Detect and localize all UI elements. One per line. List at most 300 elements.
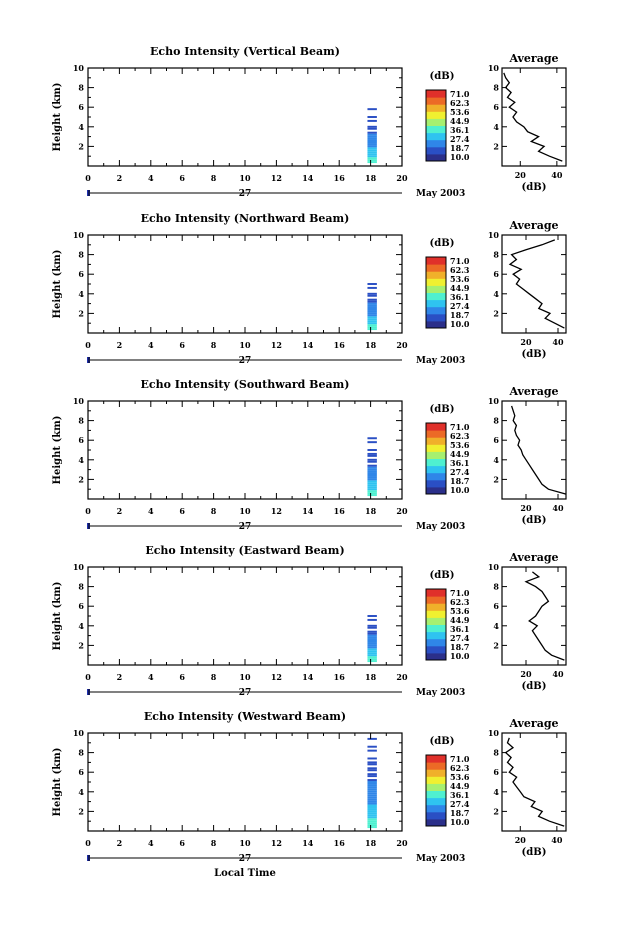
avg-y-tick-label: 8 <box>493 249 499 260</box>
heatmap-cell <box>367 142 376 144</box>
heatmap-cell <box>367 656 376 658</box>
colorbar-swatch <box>426 257 446 265</box>
average-title: Average <box>509 52 559 65</box>
average-title: Average <box>509 385 559 398</box>
avg-y-tick-label: 10 <box>487 728 499 738</box>
heatmap-cell <box>367 128 376 130</box>
avg-y-tick-label: 2 <box>493 640 499 651</box>
heatmap-cell <box>367 801 376 803</box>
heatmap-cell <box>367 476 376 478</box>
date-label: 27 <box>238 356 252 366</box>
heatmap-cell <box>367 787 376 789</box>
date-label: 27 <box>238 189 252 199</box>
heatmap-cell <box>367 161 376 163</box>
month-label: May 2003 <box>416 688 466 698</box>
heatmap-cell <box>367 639 376 641</box>
x-tick-label: 6 <box>179 672 185 682</box>
heatmap-cell <box>367 488 376 490</box>
y-tick-label: 10 <box>72 562 84 572</box>
heatmap-cell <box>367 151 376 153</box>
heatmap-cell <box>367 808 376 810</box>
heatmap-cell <box>367 486 376 488</box>
panel-0 <box>52 45 566 199</box>
heatmap-cell <box>367 654 376 656</box>
heatmap-cell <box>367 295 376 297</box>
heatmap-cell <box>367 767 376 769</box>
avg-y-tick-label: 4 <box>493 288 499 299</box>
colorbar-swatch <box>426 293 446 301</box>
panel-1 <box>52 212 566 366</box>
colorbar-swatch <box>426 653 446 661</box>
avg-x-tick-label: 40 <box>552 337 564 347</box>
colorbar-label: 71.0 <box>450 754 470 764</box>
average-title: Average <box>509 551 559 564</box>
month-label: May 2003 <box>416 522 466 532</box>
heatmap-cell <box>367 455 376 457</box>
x-tick-label: 6 <box>179 340 185 350</box>
heatmap-cell <box>367 138 376 140</box>
x-tick-label: 12 <box>270 672 282 682</box>
colorbar-swatch <box>426 480 446 488</box>
heatmap-cell <box>367 437 376 439</box>
colorbar-label: 71.0 <box>450 588 470 598</box>
colorbar-label: 27.4 <box>450 301 470 311</box>
heatmap-cell <box>367 660 376 662</box>
y-tick-label: 10 <box>72 63 84 73</box>
colorbar-swatch <box>426 140 446 148</box>
y-tick-label: 6 <box>78 767 84 778</box>
colorbar-label: 53.6 <box>450 440 470 450</box>
avg-x-tick-label: 40 <box>551 170 563 180</box>
heatmap-cell <box>367 159 376 161</box>
colorbar-swatch <box>426 805 446 813</box>
panel-2 <box>52 378 566 532</box>
avg-x-tick-label: 20 <box>514 835 526 845</box>
avg-y-tick-label: 6 <box>493 767 499 778</box>
colorbar-label: 44.9 <box>450 615 470 625</box>
heatmap-cell <box>367 473 376 475</box>
colorbar-swatch <box>426 126 446 134</box>
avg-y-tick-label: 4 <box>493 454 499 465</box>
panel-title: Echo Intensity (Northward Beam) <box>140 212 350 225</box>
average-frame <box>502 401 566 499</box>
average-frame <box>502 733 566 831</box>
heatmap-cell <box>367 773 376 775</box>
avg-y-tick-label: 8 <box>493 581 499 592</box>
colorbar-label: 36.1 <box>450 125 470 135</box>
month-label: May 2003 <box>416 189 466 199</box>
x-tick-label: 20 <box>396 173 408 183</box>
x-tick-label: 20 <box>396 340 408 350</box>
heatmap-cell <box>367 467 376 469</box>
heatmap-cell <box>367 652 376 654</box>
heatmap-cell <box>367 820 376 822</box>
avg-y-tick-label: 8 <box>493 82 499 93</box>
heatmap-cell <box>367 648 376 650</box>
y-tick-label: 4 <box>78 121 84 132</box>
y-tick-label: 10 <box>72 230 84 240</box>
plot-frame <box>88 68 402 166</box>
heatmap-cell <box>367 303 376 305</box>
heatmap-cell <box>367 807 376 809</box>
x-tick-label: 12 <box>270 173 282 183</box>
avg-y-tick-label: 10 <box>487 63 499 73</box>
y-tick-label: 6 <box>78 601 84 612</box>
colorbar-label: 18.7 <box>450 476 470 486</box>
x-tick-label: 8 <box>210 672 217 682</box>
heatmap-cell <box>367 453 376 455</box>
x-tick-label: 20 <box>396 838 408 848</box>
x-tick-label: 18 <box>365 672 377 682</box>
average-title: Average <box>509 219 559 232</box>
colorbar-label: 71.0 <box>450 422 470 432</box>
heatmap-cell <box>367 803 376 805</box>
x-tick-label: 4 <box>148 506 154 516</box>
average-xlabel: (dB) <box>521 182 547 193</box>
y-tick-label: 10 <box>72 396 84 406</box>
heatmap-cell <box>367 791 376 793</box>
heatmap-cell <box>367 132 376 134</box>
y-tick-label: 8 <box>78 249 84 260</box>
heatmap-cell <box>367 312 376 314</box>
avg-x-tick-label: 40 <box>551 835 563 845</box>
avg-x-tick-label: 20 <box>514 170 526 180</box>
colorbar-label: 18.7 <box>450 310 470 320</box>
colorbar-swatch <box>426 444 446 452</box>
heatmap-cell <box>367 641 376 643</box>
heatmap-cell <box>367 769 376 771</box>
x-tick-label: 0 <box>85 672 91 682</box>
panel-title: Echo Intensity (Westward Beam) <box>143 710 347 723</box>
heatmap-cell <box>367 126 376 128</box>
x-tick-label: 12 <box>270 340 282 350</box>
x-tick-label: 8 <box>210 838 217 848</box>
heatmap-cell <box>367 461 376 463</box>
heatmap-cell <box>367 637 376 639</box>
colorbar-swatch <box>426 90 446 98</box>
colorbar-unit: (dB) <box>429 71 455 82</box>
heatmap-cell <box>367 812 376 814</box>
colorbar-swatch <box>426 762 446 770</box>
x-tick-label: 8 <box>210 173 217 183</box>
colorbar-swatch <box>426 285 446 293</box>
avg-y-tick-label: 4 <box>493 121 499 132</box>
heatmap-cell <box>367 322 376 324</box>
x-tick-label: 0 <box>85 838 91 848</box>
colorbar-label: 53.6 <box>450 606 470 616</box>
heatmap-cell <box>367 627 376 629</box>
average-xlabel: (dB) <box>521 681 547 692</box>
colorbar-swatch <box>426 632 446 640</box>
avg-y-tick-label: 2 <box>493 141 499 152</box>
colorbar-label: 36.1 <box>450 292 470 302</box>
x-tick-label: 0 <box>85 173 91 183</box>
heatmap-cell <box>367 814 376 816</box>
y-tick-label: 8 <box>78 415 84 426</box>
colorbar-swatch <box>426 133 446 141</box>
heatmap-cell <box>367 775 376 777</box>
colorbar-swatch <box>426 271 446 279</box>
heatmap-cell <box>367 283 376 285</box>
heatmap-cell <box>367 449 376 451</box>
colorbar-label: 62.3 <box>450 431 470 441</box>
heatmap-cell <box>367 619 376 621</box>
heatmap-cell <box>367 494 376 496</box>
heatmap-cell <box>367 797 376 799</box>
heatmap-cell <box>367 822 376 824</box>
heatmap-cell <box>367 475 376 477</box>
colorbar-swatch <box>426 466 446 474</box>
heatmap-cell <box>367 147 376 149</box>
panel-title: Echo Intensity (Vertical Beam) <box>149 45 341 58</box>
x-tick-label: 14 <box>302 672 314 682</box>
heatmap-cell <box>367 738 376 740</box>
panel-4 <box>52 710 566 864</box>
heatmap-cell <box>367 310 376 312</box>
colorbar-swatch <box>426 769 446 777</box>
heatmap-cell <box>367 646 376 648</box>
y-tick-label: 8 <box>78 581 84 592</box>
colorbar-label: 53.6 <box>450 107 470 117</box>
avg-y-tick-label: 6 <box>493 435 499 446</box>
month-label: May 2003 <box>416 356 466 366</box>
heatmap-cell <box>367 826 376 828</box>
heatmap-cell <box>367 299 376 301</box>
colorbar-label: 62.3 <box>450 98 470 108</box>
colorbar-swatch <box>426 111 446 119</box>
avg-y-tick-label: 6 <box>493 269 499 280</box>
heatmap-cell <box>367 635 376 637</box>
average-xlabel: (dB) <box>521 515 547 526</box>
heatmap-cell <box>367 287 376 289</box>
y-tick-label: 6 <box>78 435 84 446</box>
heatmap-cell <box>367 120 376 122</box>
heatmap-cell <box>367 763 376 765</box>
x-tick-label: 10 <box>239 506 251 516</box>
colorbar-label: 18.7 <box>450 642 470 652</box>
colorbar-label: 10.0 <box>450 152 470 162</box>
avg-y-tick-label: 10 <box>487 230 499 240</box>
colorbar-label: 62.3 <box>450 265 470 275</box>
colorbar-swatch <box>426 451 446 459</box>
heatmap-cell <box>367 631 376 633</box>
avg-y-tick-label: 4 <box>493 620 499 631</box>
colorbar-swatch <box>426 154 446 162</box>
x-tick-label: 2 <box>116 506 123 516</box>
colorbar-swatch <box>426 646 446 654</box>
colorbar-swatch <box>426 755 446 763</box>
x-tick-label: 10 <box>239 838 251 848</box>
x-tick-label: 14 <box>302 340 314 350</box>
heatmap-cell <box>367 810 376 812</box>
x-tick-label: 6 <box>179 506 185 516</box>
colorbar-label: 36.1 <box>450 458 470 468</box>
colorbar-swatch <box>426 639 446 647</box>
colorbar-unit: (dB) <box>429 404 455 415</box>
x-tick-label: 0 <box>85 340 91 350</box>
y-tick-label: 8 <box>78 82 84 93</box>
x-tick-label: 4 <box>148 173 154 183</box>
avg-y-tick-label: 8 <box>493 415 499 426</box>
colorbar-label: 10.0 <box>450 817 470 827</box>
average-xlabel: (dB) <box>521 349 547 360</box>
colorbar-label: 62.3 <box>450 763 470 773</box>
colorbar-label: 44.9 <box>450 283 470 293</box>
y-tick-label: 2 <box>78 640 84 651</box>
heatmap-cell <box>367 490 376 492</box>
x-tick-label: 8 <box>210 506 217 516</box>
colorbar-label: 27.4 <box>450 633 470 643</box>
colorbar-label: 53.6 <box>450 772 470 782</box>
heatmap-cell <box>367 793 376 795</box>
colorbar-swatch <box>426 104 446 112</box>
x-tick-label: 20 <box>396 672 408 682</box>
colorbar-label: 27.4 <box>450 134 470 144</box>
average-frame <box>502 68 566 166</box>
colorbar-swatch <box>426 603 446 611</box>
colorbar-label: 36.1 <box>450 624 470 634</box>
heatmap-cell <box>367 824 376 826</box>
avg-y-tick-label: 10 <box>487 562 499 572</box>
y-axis-label: Height (km) <box>52 415 63 485</box>
y-tick-label: 4 <box>78 454 84 465</box>
colorbar-swatch <box>426 487 446 495</box>
colorbar-swatch <box>426 617 446 625</box>
avg-y-tick-label: 6 <box>493 102 499 113</box>
x-tick-label: 16 <box>333 506 345 516</box>
y-axis-label: Height (km) <box>52 581 63 651</box>
x-tick-label: 14 <box>302 173 314 183</box>
x-tick-label: 12 <box>270 838 282 848</box>
avg-x-tick-label: 20 <box>520 669 532 679</box>
heatmap-cell <box>367 818 376 820</box>
avg-y-tick-label: 2 <box>493 308 499 319</box>
heatmap-cell <box>367 316 376 318</box>
colorbar-swatch <box>426 776 446 784</box>
heatmap-cell <box>367 153 376 155</box>
heatmap-cell <box>367 108 376 110</box>
y-tick-label: 6 <box>78 269 84 280</box>
heatmap-cell <box>367 658 376 660</box>
colorbar-label: 18.7 <box>450 143 470 153</box>
avg-x-tick-label: 20 <box>520 337 532 347</box>
colorbar-label: 27.4 <box>450 467 470 477</box>
x-tick-label: 4 <box>148 672 154 682</box>
x-tick-label: 10 <box>239 672 251 682</box>
heatmap-cell <box>367 785 376 787</box>
colorbar-label: 10.0 <box>450 319 470 329</box>
panel-3 <box>52 544 566 698</box>
heatmap-cell <box>367 307 376 309</box>
x-tick-label: 2 <box>116 672 123 682</box>
x-tick-label: 6 <box>179 173 185 183</box>
y-tick-label: 4 <box>78 620 84 631</box>
heatmap-cell <box>367 320 376 322</box>
plot-frame <box>88 235 402 333</box>
heatmap-cell <box>367 746 376 748</box>
x-tick-label: 2 <box>116 838 123 848</box>
heatmap-cell <box>367 465 376 467</box>
plot-frame <box>88 733 402 831</box>
colorbar-swatch <box>426 791 446 799</box>
y-tick-label: 2 <box>78 141 84 152</box>
y-tick-label: 2 <box>78 308 84 319</box>
y-tick-label: 10 <box>72 728 84 738</box>
avg-x-tick-label: 20 <box>520 503 532 513</box>
heatmap-cell <box>367 136 376 138</box>
x-tick-label: 18 <box>365 340 377 350</box>
heatmap-cell <box>367 783 376 785</box>
colorbar-label: 44.9 <box>450 449 470 459</box>
colorbar-swatch <box>426 473 446 481</box>
colorbar-swatch <box>426 300 446 308</box>
x-tick-label: 16 <box>333 838 345 848</box>
heatmap-cell <box>367 805 376 807</box>
y-tick-label: 4 <box>78 288 84 299</box>
avg-y-tick-label: 10 <box>487 396 499 406</box>
heatmap-cell <box>367 492 376 494</box>
colorbar-label: 44.9 <box>450 116 470 126</box>
heatmap-cell <box>367 314 376 316</box>
y-tick-label: 2 <box>78 806 84 817</box>
heatmap-cell <box>367 644 376 646</box>
colorbar-swatch <box>426 430 446 438</box>
colorbar-swatch <box>426 278 446 286</box>
heatmap-cell <box>367 761 376 763</box>
x-tick-label: 6 <box>179 838 185 848</box>
heatmap-cell <box>367 140 376 142</box>
avg-y-tick-label: 2 <box>493 474 499 485</box>
colorbar-label: 71.0 <box>450 89 470 99</box>
colorbar-swatch <box>426 321 446 329</box>
x-tick-label: 18 <box>365 838 377 848</box>
x-tick-label: 16 <box>333 672 345 682</box>
heatmap-cell <box>367 478 376 480</box>
heatmap-cell <box>367 615 376 617</box>
heatmap-cell <box>367 633 376 635</box>
heatmap-cell <box>367 326 376 328</box>
avg-x-tick-label: 40 <box>552 503 564 513</box>
colorbar-swatch <box>426 97 446 105</box>
y-axis-label: Height (km) <box>52 747 63 817</box>
heatmap-cell <box>367 779 376 781</box>
x-tick-label: 2 <box>116 340 123 350</box>
heatmap-cell <box>367 642 376 644</box>
plot-frame <box>88 567 402 665</box>
x-tick-label: 18 <box>365 173 377 183</box>
heatmap-cell <box>367 149 376 151</box>
colorbar-label: 10.0 <box>450 651 470 661</box>
colorbar-label: 10.0 <box>450 485 470 495</box>
x-tick-label: 8 <box>210 340 217 350</box>
heatmap-cell <box>367 781 376 783</box>
colorbar-swatch <box>426 264 446 272</box>
colorbar-unit: (dB) <box>429 570 455 581</box>
colorbar-swatch <box>426 459 446 467</box>
x-tick-label: 4 <box>148 838 154 848</box>
panel-title: Echo Intensity (Eastward Beam) <box>145 544 345 557</box>
x-tick-label: 14 <box>302 506 314 516</box>
colorbar-swatch <box>426 437 446 445</box>
heatmap-cell <box>367 625 376 627</box>
date-label: 27 <box>238 688 252 698</box>
heatmap-cell <box>367 484 376 486</box>
heatmap-cell <box>367 480 376 482</box>
heatmap-cell <box>367 324 376 326</box>
average-frame <box>502 567 566 665</box>
date-label: 27 <box>238 522 252 532</box>
x-tick-label: 10 <box>239 173 251 183</box>
